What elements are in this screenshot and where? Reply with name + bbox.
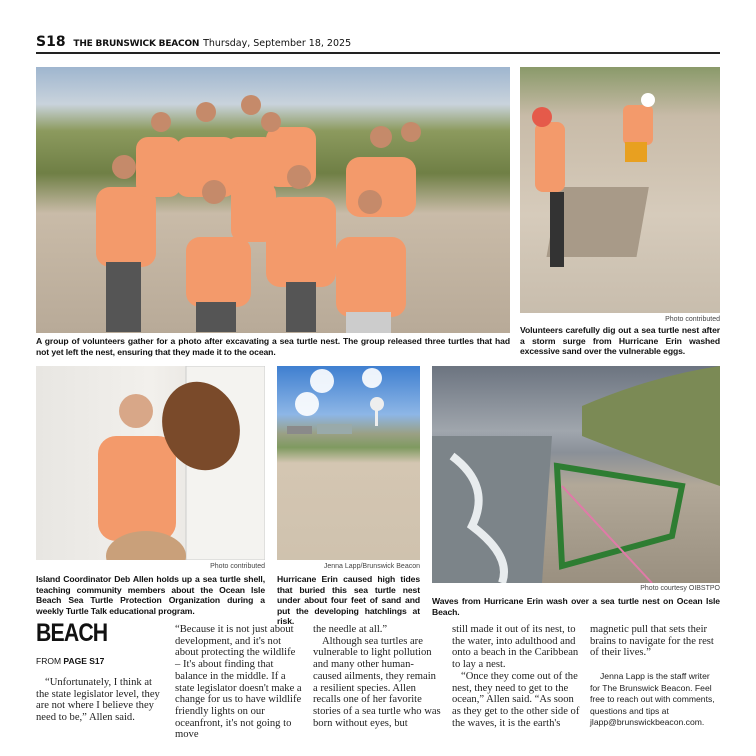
header-rule — [36, 52, 720, 54]
photo-credit: Photo contributed — [665, 316, 720, 323]
digging-illustration — [520, 67, 720, 313]
article-paragraph: Although sea turtles are vulnerable to light pollution and many other human-caused ailments, they remain a resilient species. Allen recalls one of her favorite stories of a sea turtle who was born without eyes, but — [313, 635, 441, 729]
photo-volunteers-group — [36, 67, 510, 333]
photo-caption: Volunteers carefully dig out a sea turtle nest after a storm surge from Hurricane Erin washed excessive sand over the vulnerable eggs. — [520, 325, 720, 356]
jump-from-page-link[interactable]: PAGE S17 — [63, 656, 105, 666]
photo-caption: A group of volunteers gather for a photo after excavating a sea turtle nest. The group released three turtles that had not yet left the nest, ensuring that they made it to the ocean. — [36, 336, 510, 357]
article-column-1 — [36, 677, 162, 724]
photo-caption: Waves from Hurricane Erin wash over a sea turtle nest on Ocean Isle Beach. — [432, 596, 720, 617]
volunteers-illustration — [36, 67, 510, 333]
article-column-5 — [590, 624, 720, 659]
page-number: S18 — [36, 34, 66, 50]
photo-caption: Island Coordinator Deb Allen holds up a sea turtle shell, teaching community members about the Ocean Isle Beach Sea Turtle Protection Organization during a weekly Turtle Talk educational program. — [36, 574, 265, 616]
shell-illustration — [36, 366, 265, 560]
article-headline: BEACH — [36, 619, 108, 647]
article-paragraph: “Unfortunately, I think at the state legislator level, they are not where I believe they need to be,” Allen said. — [36, 677, 160, 724]
jump-line — [36, 656, 104, 666]
article-column-3 — [313, 624, 441, 729]
author-bio: Jenna Lapp is the staff writer for The Brunswick Beacon. Feel free to reach out with comments, questions and tips at jlapp@brunswickbeacon.com. — [590, 671, 715, 727]
jump-from-label: FROM — [36, 656, 62, 666]
photo-deb-allen-shell — [36, 366, 265, 560]
photo-credit: Photo courtesy OIBSTPO — [640, 585, 720, 592]
publication-name: THE BRUNSWICK BEACON — [73, 39, 200, 49]
article-column-4 — [452, 624, 580, 729]
article-column-2 — [175, 624, 302, 741]
photo-caption: Hurricane Erin caused high tides that buried this sea turtle nest under about four feet of sand and put the developing hatchlings at risk. — [277, 574, 420, 626]
article-paragraph: “Because it is not just about development, and it's not about protecting the wildlife – It's about finding that balance in the middle. If a state legislator doesn't make a change for us to have wildlife friendly lights on our oceanfront, it's not going to move — [175, 624, 302, 741]
article-paragraph: magnetic pull that sets their brains to navigate for the rest of their lives.” — [590, 624, 714, 659]
article-paragraph: the needle at all.” — [313, 624, 388, 635]
waves-illustration — [432, 366, 720, 583]
photo-credit: Photo contributed — [210, 563, 265, 570]
article-paragraph: still made it out of its nest, to the water, into adulthood and onto a beach in the Caribbean to lay a nest. — [452, 624, 579, 671]
nest-illustration — [277, 366, 420, 560]
article-paragraph: “Once they come out of the nest, they need to get to the ocean,” Allen said. “As soon as they get to the other side of the waves, it is the earth's — [452, 670, 580, 729]
photo-credit: Jenna Lapp/Brunswick Beacon — [323, 563, 420, 570]
photo-waves-nest — [432, 366, 720, 583]
photo-buried-nest — [277, 366, 420, 560]
issue-date: Thursday, September 18, 2025 — [203, 38, 352, 49]
photo-volunteers-digging — [520, 67, 720, 313]
page-header — [36, 34, 351, 50]
